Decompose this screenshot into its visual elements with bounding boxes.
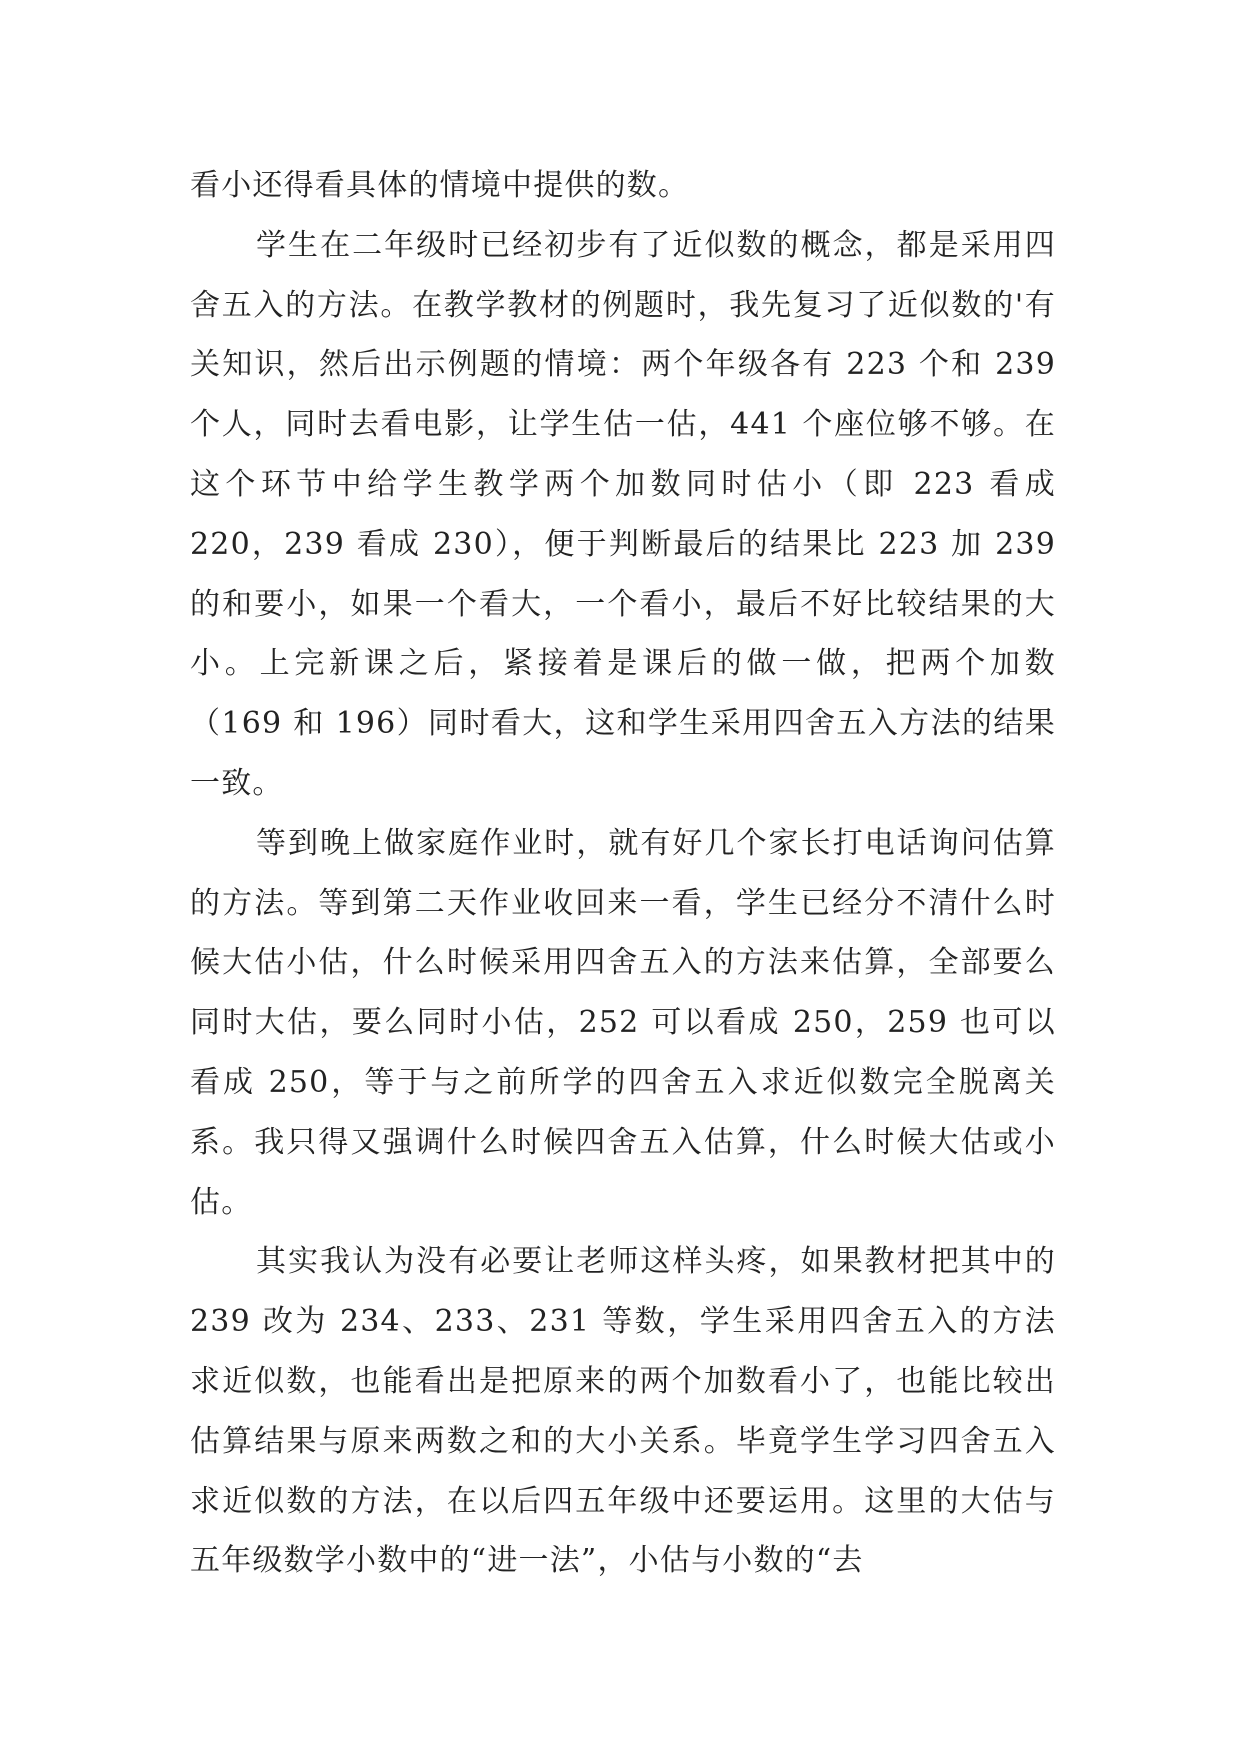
paragraph-continued: 看小还得看具体的情境中提供的数。 (190, 168, 690, 203)
paragraph-suggestion: 其实我认为没有必要让老师这样头疼，如果教材把其中的 239 改为 234、233、231 等数，学生采用四舍五入的方法求近似数，也能看出是把原来的两个加数看小了，也能比较出估算结果与原来两数之和的大小关系。毕竟学生学习四舍五入求近似数的方法，在以后四五年级中还要运用。这里的大估与五年级数学小数中的“进一法”，小估与小数的“去 (190, 1244, 1056, 1579)
document-body (190, 156, 1056, 1591)
paragraph-approximate-numbers: 学生在二年级时已经初步有了近似数的概念，都是采用四舍五入的方法。在教学教材的例题时，我先复习了近似数的'有关知识，然后出示例题的情境：两个年级各有 223 个和 239 个人，同时去看电影，让学生估一估，441 个座位够不够。在这个环节中给学生教学两个加数同时估小（即 223 看成 220，239 看成 230），便于判断最后的结果比 223 加 239 的和要小，如果一个看大，一个看小，最后不好比较结果的大小。上完新课之后，紧接着是课后的做一做，把两个加数（169 和 196）同时看大，这和学生采用四舍五入方法的结果一致。 (190, 227, 1056, 801)
paragraph-homework: 等到晚上做家庭作业时，就有好几个家长打电话询问估算的方法。等到第二天作业收回来一看，学生已经分不清什么时候大估小估，什么时候采用四舍五入的方法来估算，全部要么同时大估，要么同时小估，252 可以看成 250，259 也可以看成 250，等于与之前所学的四舍五入求近似数完全脱离关系。我只得又强调什么时候四舍五入估算，什么时候大估或小估。 (190, 825, 1056, 1220)
